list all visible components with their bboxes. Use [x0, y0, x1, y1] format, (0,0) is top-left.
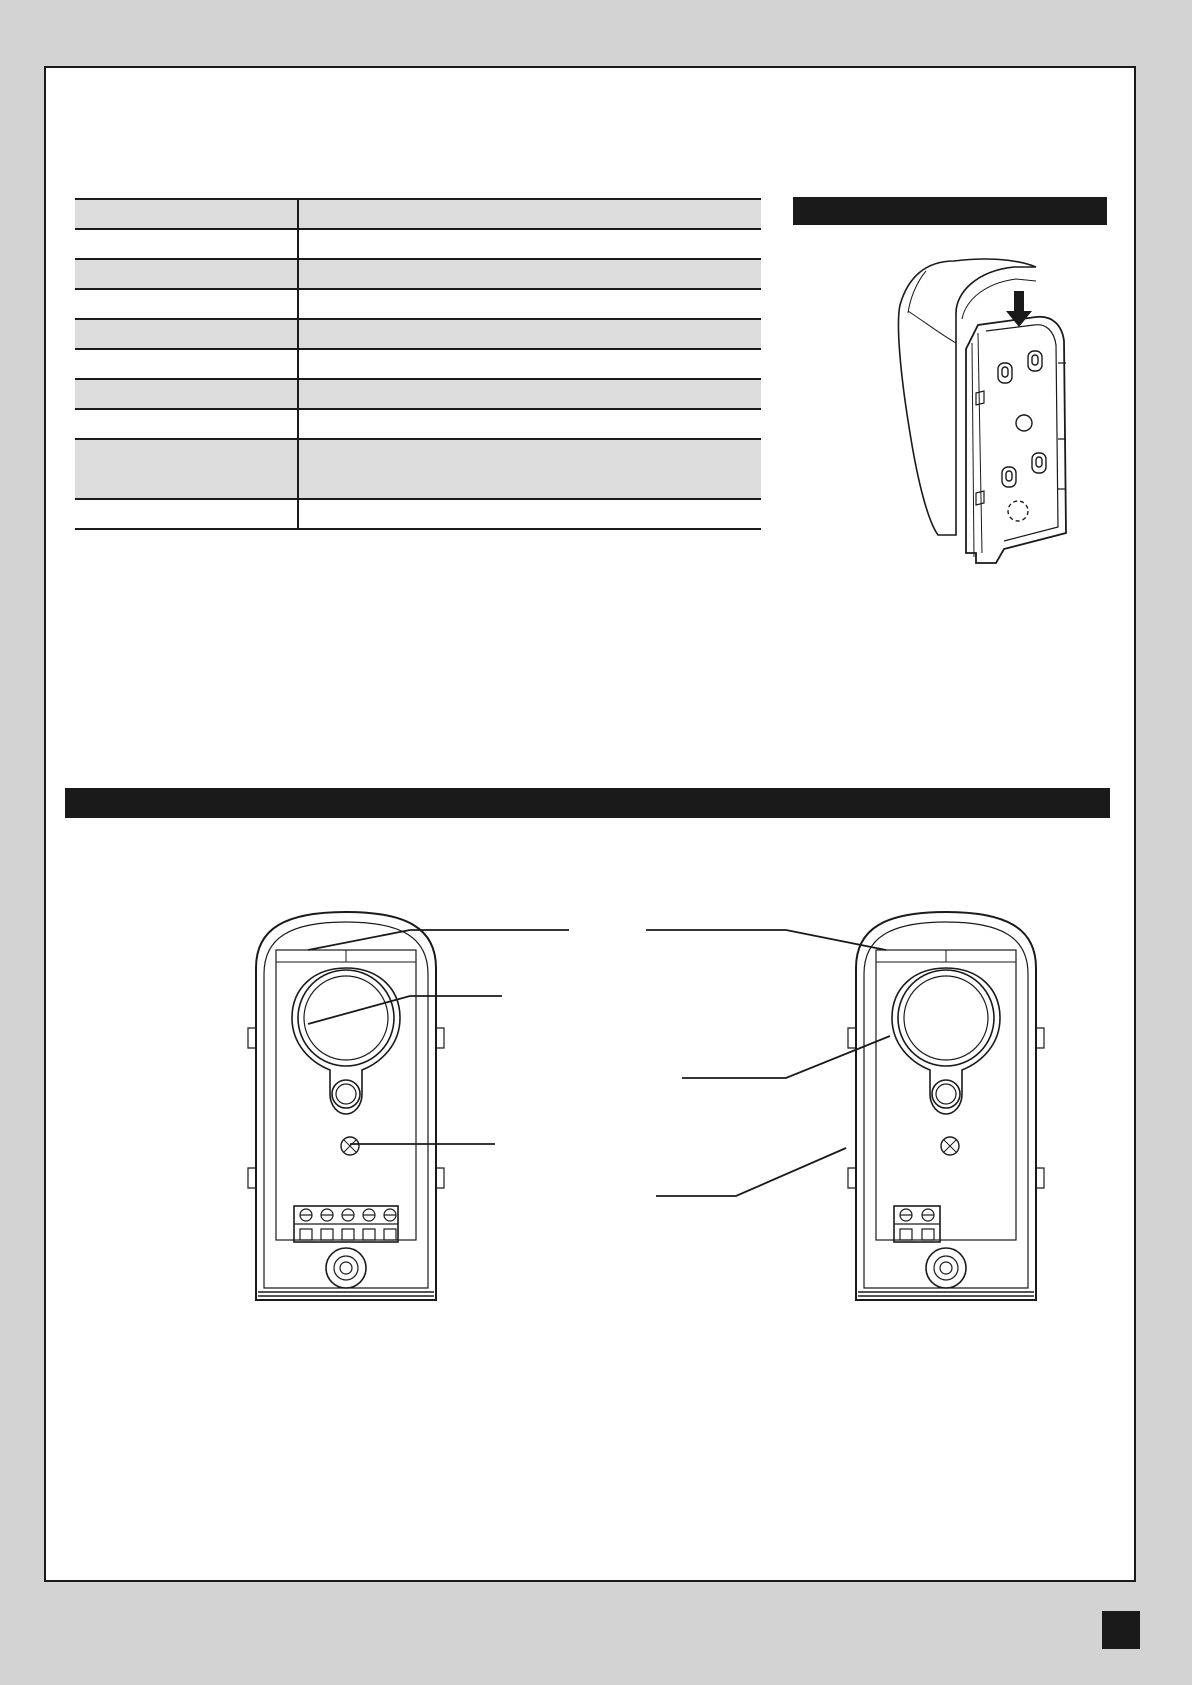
spec-label [75, 439, 298, 499]
spec-table [75, 198, 761, 530]
spec-label [75, 289, 298, 319]
detector-mounting-illustration [886, 253, 1116, 653]
spec-label [75, 199, 298, 229]
callout-line [656, 1148, 846, 1196]
spec-value [298, 409, 761, 439]
table-row [75, 289, 761, 319]
table-row [75, 439, 761, 499]
spec-label [75, 499, 298, 529]
spec-label [75, 259, 298, 289]
spec-value [298, 319, 761, 349]
spec-value [298, 229, 761, 259]
mounting-section-header [793, 197, 1107, 225]
spec-value [298, 199, 761, 229]
spec-value [298, 289, 761, 319]
table-row [75, 259, 761, 289]
table-row [75, 409, 761, 439]
detector-front-right [846, 908, 1046, 1308]
spec-label [75, 319, 298, 349]
page-number-box [1102, 1611, 1140, 1649]
table-row [75, 199, 761, 229]
detector-front-left [246, 908, 446, 1308]
spec-label [75, 409, 298, 439]
spec-label [75, 229, 298, 259]
table-row [75, 319, 761, 349]
spec-label [75, 349, 298, 379]
table-row [75, 499, 761, 529]
spec-value [298, 379, 761, 409]
document-page [44, 66, 1136, 1582]
table-row [75, 229, 761, 259]
spec-value [298, 499, 761, 529]
table-row [75, 379, 761, 409]
spec-label [75, 379, 298, 409]
spec-value [298, 259, 761, 289]
table-row [75, 349, 761, 379]
spec-value [298, 349, 761, 379]
spec-value [298, 439, 761, 499]
wiring-section-header [65, 788, 1110, 818]
